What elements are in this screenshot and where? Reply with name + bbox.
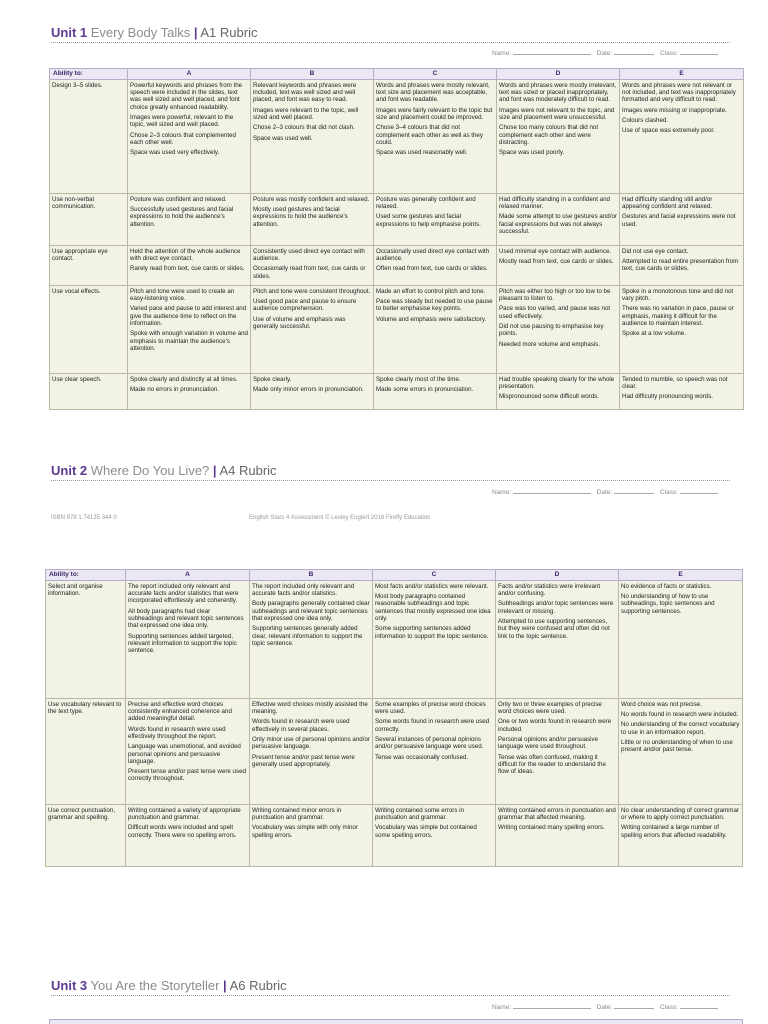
criteria-text: Vocabulary was simple but contained some spelling errors. (375, 824, 477, 839)
date-field[interactable] (614, 488, 654, 494)
criteria-text: Vocabulary was simple with only minor spelling errors. (252, 824, 358, 839)
date-label: Date: (596, 489, 613, 496)
criteria-cell (128, 79, 251, 193)
criteria-text: Effective word choices mostly assisted the meaning. (252, 700, 368, 715)
criteria-text: Words found in research were used effectively throughout the report. (128, 725, 226, 740)
criteria-cell (250, 580, 373, 698)
criteria-text: Writing contained a variety of appropriate punctuation and grammar. (128, 806, 241, 821)
criteria-cell (374, 373, 497, 409)
name-field[interactable] (513, 1003, 591, 1009)
criteria-text: Attempted to use supporting sentences, but they were confused and often did not link to the topic sentence. (498, 617, 610, 640)
name-field[interactable] (513, 488, 591, 494)
ability-cell: Select and organise information. (46, 580, 126, 698)
criteria-cell (128, 245, 251, 285)
criteria-text: Pace was steady but needed to use pause to better emphasise key points. (376, 297, 493, 313)
criteria-text: Tended to mumble, so speech was not clear. (622, 375, 728, 390)
criteria-text: Some supporting sentences added information to support the topic sentence. (375, 625, 489, 640)
criteria-cell (619, 580, 743, 698)
criteria-text: Pace was too varied, and pause was not used effectively. (499, 305, 611, 320)
title-separator: | (212, 463, 217, 478)
criteria-text: Facts and/or statistics were irrelevant and/or confusing. (498, 582, 601, 597)
criteria-text: Made no errors in pronunciation. (130, 385, 220, 393)
criteria-text: Held the attention of the whole audience with direct eye contact. (130, 247, 241, 262)
criteria-cell (620, 245, 744, 285)
criteria-text: Successfully used gestures and facial expressions to hold the audience's attention. (130, 205, 234, 228)
criteria-text: Only two or three examples of precise word choices were used. (498, 700, 602, 715)
criteria-text: Word choice was not precise. (621, 700, 702, 708)
criteria-text: Made some attempt to use gestures and/or facial expressions but was not always successful. (499, 213, 617, 235)
criteria-text: Some examples of precise word choices were used. (375, 700, 486, 715)
header-ability: Ability to: (50, 69, 128, 80)
table-row (46, 698, 743, 804)
header-level: B (250, 570, 373, 581)
ability-cell: Use correct punctuation, grammar and spelling. (46, 804, 126, 866)
criteria-cell (251, 373, 374, 409)
criteria-text: Most body paragraphs contained reasonable subheadings and topic sentences that mostly expressed one idea only. (375, 592, 491, 622)
criteria-text: Mostly read from text, cue cards or slides. (499, 257, 614, 265)
unit-number: Unit 3 (51, 978, 88, 993)
criteria-text: Personal opinions and/or persuasive language were used throughout. (498, 735, 599, 751)
criteria-cell (251, 245, 374, 285)
criteria-text: Images were relevant to the topic, well sized and well placed. (253, 106, 359, 121)
criteria-text: Use of volume and emphasis was generally successful. (253, 315, 346, 330)
unit-name: Where Do You Live? (90, 463, 210, 478)
criteria-text: Chose 2–3 colours that complemented each other well. (130, 131, 236, 146)
criteria-text: Space was used well. (253, 134, 313, 142)
isbn-text: ISBN 978 1 74135 344 0 (51, 515, 117, 521)
table-row (50, 245, 744, 285)
criteria-text: Some words found in research were used correctly. (375, 718, 490, 733)
criteria-text: Writing contained many spelling errors. (498, 824, 605, 832)
class-label: Class: (659, 489, 679, 496)
unit-2-title (51, 463, 277, 478)
class-field[interactable] (680, 488, 718, 494)
table-header-row (46, 570, 743, 581)
date-label: Date: (596, 50, 613, 57)
copyright-text: English Stars 4 Assessment © Lesley Englert 2016 Firefly Education (249, 515, 431, 521)
criteria-text: Supporting sentences generally added clear, relevant information to support the topic sentence. (252, 625, 363, 647)
criteria-text: Language was unemotional, and avoided personal opinions and persuasive language. (128, 743, 241, 765)
criteria-text: Posture was confident and relaxed. (130, 195, 227, 203)
unit-1-rubric-table (49, 68, 744, 410)
rubric-label: A4 Rubric (219, 463, 277, 478)
criteria-cell (251, 79, 374, 193)
criteria-text: Had difficulty standing still and/or appearing confident and relaxed. (622, 195, 713, 210)
criteria-cell (250, 698, 373, 804)
criteria-text: Made an effort to control pitch and tone. (376, 287, 486, 295)
class-field[interactable] (680, 49, 718, 55)
unit-number: Unit 2 (51, 463, 88, 478)
title-divider (51, 42, 730, 43)
criteria-text: Spoke clearly most of the time. (376, 375, 461, 383)
criteria-text: Attempted to read entire presentation from text, cue cards or slides. (622, 257, 739, 273)
criteria-text: Posture was generally confident and relaxed. (376, 195, 476, 210)
title-divider (51, 480, 730, 481)
criteria-text: Used some gestures and facial expressions to help emphasise points. (376, 213, 481, 228)
header-level: B (251, 69, 374, 80)
unit-number: Unit 1 (51, 25, 88, 40)
table-row (50, 193, 744, 245)
criteria-text: Subheadings and/or topic sentences were irrelevant or missing. (498, 600, 614, 615)
criteria-text: Made some errors in pronunciation. (376, 385, 474, 393)
criteria-text: Space was used poorly. (499, 149, 565, 157)
ability-cell: Use vocabulary relevant to the text type. (46, 698, 126, 804)
criteria-text: No evidence of facts or statistics. (621, 582, 712, 590)
header-level: E (619, 570, 743, 581)
criteria-text: Consistently used direct eye contact with audience. (253, 247, 365, 262)
criteria-text: No clear understanding of correct grammar or where to apply correct punctuation. (621, 806, 739, 821)
unit-3-title (51, 978, 287, 993)
criteria-text: Words and phrases were mostly irrelevant, text was sized or placed inappropriately, and font was moderately difficult to read. (499, 81, 617, 104)
criteria-text: Had difficulty pronouncing words. (622, 393, 714, 401)
class-label: Class: (659, 50, 679, 57)
criteria-text: Images were fairly relevant to the topic but size and placement could be improved. (376, 106, 493, 121)
criteria-cell (619, 804, 743, 866)
criteria-text: No understanding of the correct vocabulary to use in an information report. (621, 721, 740, 736)
criteria-text: Made only minor errors in pronunciation. (253, 385, 364, 393)
criteria-text: Body paragraphs generally contained clear subheadings and relevant topic sentences that expressed one idea only. (252, 600, 370, 622)
criteria-text: Chose 3–4 colours that did not complement each other as well as they could. (376, 124, 483, 146)
criteria-cell (128, 373, 251, 409)
criteria-text: Images were not relevant to the topic, and size and placement were unsuccessful. (499, 106, 615, 121)
criteria-cell (374, 285, 497, 373)
criteria-text: Difficult words were included and spelt correctly. There were no spelling errors. (128, 824, 237, 839)
criteria-text: Occasionally read from text, cue cards or slides. (253, 265, 366, 280)
criteria-cell (496, 698, 619, 804)
criteria-text: Chose 2–3 colours that did not clash. (253, 124, 355, 132)
header-ability: Ability to: (46, 570, 126, 581)
criteria-cell (126, 804, 250, 866)
criteria-cell (374, 193, 497, 245)
rubric-label: A1 Rubric (200, 25, 258, 40)
ability-cell: Use clear speech. (50, 373, 128, 409)
criteria-text: Present tense and/or past tense were generally used appropriately. (252, 753, 355, 768)
criteria-text: There was no variation in pace, pause or emphasis, making it difficult for the audience to maintain interest. (622, 305, 734, 327)
criteria-text: Tense was often confused, making it difficult for the reader to understand the flow of ideas. (498, 753, 606, 776)
name-date-class-fields (492, 49, 718, 57)
criteria-text: Chose too many colours that did not complement each other and were distracting. (499, 124, 599, 146)
ability-cell: Use non-verbal communication. (50, 193, 128, 245)
criteria-text: Posture was mostly confident and relaxed. (253, 195, 370, 203)
criteria-text: Did not use eye contact. (622, 247, 689, 255)
criteria-text: Use of space was extremely poor. (622, 127, 715, 135)
criteria-text: The report included only relevant and accurate facts and/or statistics. (252, 582, 355, 597)
name-date-class-fields (492, 488, 718, 496)
class-label: Class: (659, 1004, 679, 1011)
header-level: E (620, 69, 744, 80)
criteria-text: Only minor use of personal opinions and/or persuasive language. (252, 735, 370, 751)
name-field[interactable] (513, 49, 591, 55)
name-label: Name: (492, 489, 512, 496)
criteria-cell (497, 245, 620, 285)
criteria-cell (128, 193, 251, 245)
criteria-text: Images were powerful, relevant to the topic, well sized and well placed. (130, 113, 234, 129)
criteria-text: Volume and emphasis were satisfactory. (376, 315, 487, 323)
criteria-text: Gestures and facial expressions were not used. (622, 213, 736, 228)
criteria-cell (251, 285, 374, 373)
table-row (50, 373, 744, 409)
criteria-text: The report included only relevant and accurate facts and/or statistics that were incorporated effortlessly and coherently. (128, 582, 239, 605)
criteria-cell (373, 698, 496, 804)
header-level: D (496, 570, 619, 581)
criteria-cell (496, 804, 619, 866)
header-level: A (126, 570, 250, 581)
criteria-text: Did not use pausing to emphasise key points. (499, 322, 604, 338)
criteria-cell (374, 79, 497, 193)
criteria-cell (250, 804, 373, 866)
criteria-text: Pitch was either too high or too low to be pleasant to listen to. (499, 287, 611, 302)
criteria-text: Pitch and tone were used to create an easy-listening voice. (130, 287, 235, 302)
name-label: Name: (492, 1004, 512, 1011)
criteria-text: Spoke clearly. (253, 375, 292, 383)
criteria-cell (496, 580, 619, 698)
criteria-text: Several instances of personal opinions and/or persuasive language were used. (375, 735, 484, 751)
criteria-cell (619, 698, 743, 804)
criteria-cell (497, 193, 620, 245)
criteria-text: Colours clashed. (622, 116, 669, 124)
criteria-text: Precise and effective word choices consistently enhanced coherence and added meaningful detail. (128, 700, 232, 723)
criteria-text: Images were missing or inappropriate. (622, 106, 727, 114)
criteria-text: Spoke clearly and distinctly at all times. (130, 375, 238, 383)
criteria-cell (620, 285, 744, 373)
criteria-cell (251, 193, 374, 245)
criteria-cell (497, 285, 620, 373)
criteria-text: Had trouble speaking clearly for the whole presentation. (499, 375, 615, 390)
table-header-row (50, 69, 744, 80)
ability-cell: Use vocal effects. (50, 285, 128, 373)
header-level: C (373, 570, 496, 581)
criteria-text: Present tense and/or past tense were used correctly throughout. (128, 768, 246, 783)
class-field[interactable] (680, 1003, 718, 1009)
criteria-text: Space was used very effectively. (130, 149, 220, 157)
table-row (46, 580, 743, 698)
rubric-label: A6 Rubric (229, 978, 287, 993)
criteria-text: Powerful keywords and phrases from the speech were included in the slides, text was well sized and well placed, and font choice greatly enhanced readability. (130, 81, 243, 111)
criteria-text: Varied pace and pause to add interest and give the audience time to reflect on the information. (130, 305, 247, 327)
criteria-text: Used minimal eye contact with audience. (499, 247, 612, 255)
criteria-text: Rarely read from text, cue cards or slides. (130, 265, 245, 273)
title-separator: | (223, 978, 227, 993)
criteria-text: Pitch and tone were consistent throughout. (253, 287, 371, 295)
criteria-cell (126, 698, 250, 804)
date-field[interactable] (614, 1003, 654, 1009)
criteria-text: Words and phrases were not relevant or not included, and text was inappropriately formatted and very difficult to read. (622, 81, 736, 104)
name-date-class-fields (492, 1003, 718, 1011)
criteria-text: Writing contained a large number of spelling errors that affected readability. (621, 824, 727, 839)
unit-1-title (51, 25, 257, 40)
criteria-cell (620, 193, 744, 245)
criteria-cell (128, 285, 251, 373)
ability-cell: Use appropriate eye contact. (50, 245, 128, 285)
unit-2-rubric-table (45, 569, 743, 867)
criteria-cell (373, 804, 496, 866)
header-level: D (497, 69, 620, 80)
criteria-text: Needed more volume and emphasis. (499, 340, 601, 348)
criteria-text: No understanding of how to use subheadings, topic sentences and supporting sentences. (621, 592, 715, 615)
unit-name: You Are the Storyteller (90, 978, 220, 993)
criteria-text: Space was used reasonably well. (376, 149, 468, 157)
unit-3-table-header-edge (49, 1019, 743, 1024)
criteria-cell (620, 373, 744, 409)
criteria-text: No words found in research were included. (621, 710, 739, 718)
criteria-text: Mispronounced some difficult words. (499, 393, 599, 401)
criteria-text: Spoke with enough variation in volume and emphasis to maintain the audience's attention. (130, 330, 248, 352)
ability-cell: Design 3–5 slides. (50, 79, 128, 193)
criteria-text: Occasionally used direct eye contact with audience. (376, 247, 490, 262)
criteria-cell (374, 245, 497, 285)
header-level: C (374, 69, 497, 80)
criteria-text: Relevant keywords and phrases were included, text was well sized and well placed, and font was easy to read. (253, 81, 357, 104)
criteria-text: Little or no understanding of when to use present and/or past tense. (621, 738, 733, 754)
criteria-text: Writing contained errors in punctuation and grammar that affected meaning. (498, 806, 616, 821)
table-row (46, 804, 743, 866)
criteria-text: One or two words found in research were included. (498, 718, 612, 733)
header-level: A (128, 69, 251, 80)
criteria-text: Mostly used gestures and facial expressions to hold the audience's attention. (253, 205, 348, 228)
name-label: Name: (492, 50, 512, 57)
criteria-text: Often read from text, cue cards or slides. (376, 265, 488, 273)
criteria-text: Spoke at a low volume. (622, 330, 686, 338)
criteria-text: All body paragraphs had clear subheadings and relevant topic sentences that expressed one idea only. (128, 607, 244, 630)
criteria-text: Spoke in a monotonous tone and did not vary pitch. (622, 287, 734, 302)
title-divider (51, 995, 730, 996)
unit-name: Every Body Talks (90, 25, 191, 40)
criteria-text: Tense was occasionally confused. (375, 753, 469, 761)
criteria-text: Used good pace and pause to ensure audience comprehension. (253, 297, 357, 313)
criteria-cell (373, 580, 496, 698)
criteria-cell (497, 79, 620, 193)
criteria-text: Had difficulty standing in a confident and relaxed manner. (499, 195, 610, 210)
table-row (50, 79, 744, 193)
criteria-text: Most facts and/or statistics were relevant. (375, 582, 489, 590)
criteria-cell (620, 79, 744, 193)
date-field[interactable] (614, 49, 654, 55)
criteria-text: Words and phrases were mostly relevant, text size and placement was acceptable, and font was readable. (376, 81, 490, 104)
criteria-text: Writing contained some errors in punctuation and grammar. (375, 806, 464, 821)
criteria-text: Writing contained minor errors in punctuation and grammar. (252, 806, 342, 821)
criteria-text: Words found in research were used effectively in several places. (252, 718, 350, 733)
criteria-text: Supporting sentences added targeted, relevant information to support the topic sentence. (128, 632, 237, 655)
title-separator: | (193, 25, 198, 40)
criteria-cell (126, 580, 250, 698)
table-row (50, 285, 744, 373)
criteria-cell (497, 373, 620, 409)
date-label: Date: (596, 1004, 613, 1011)
